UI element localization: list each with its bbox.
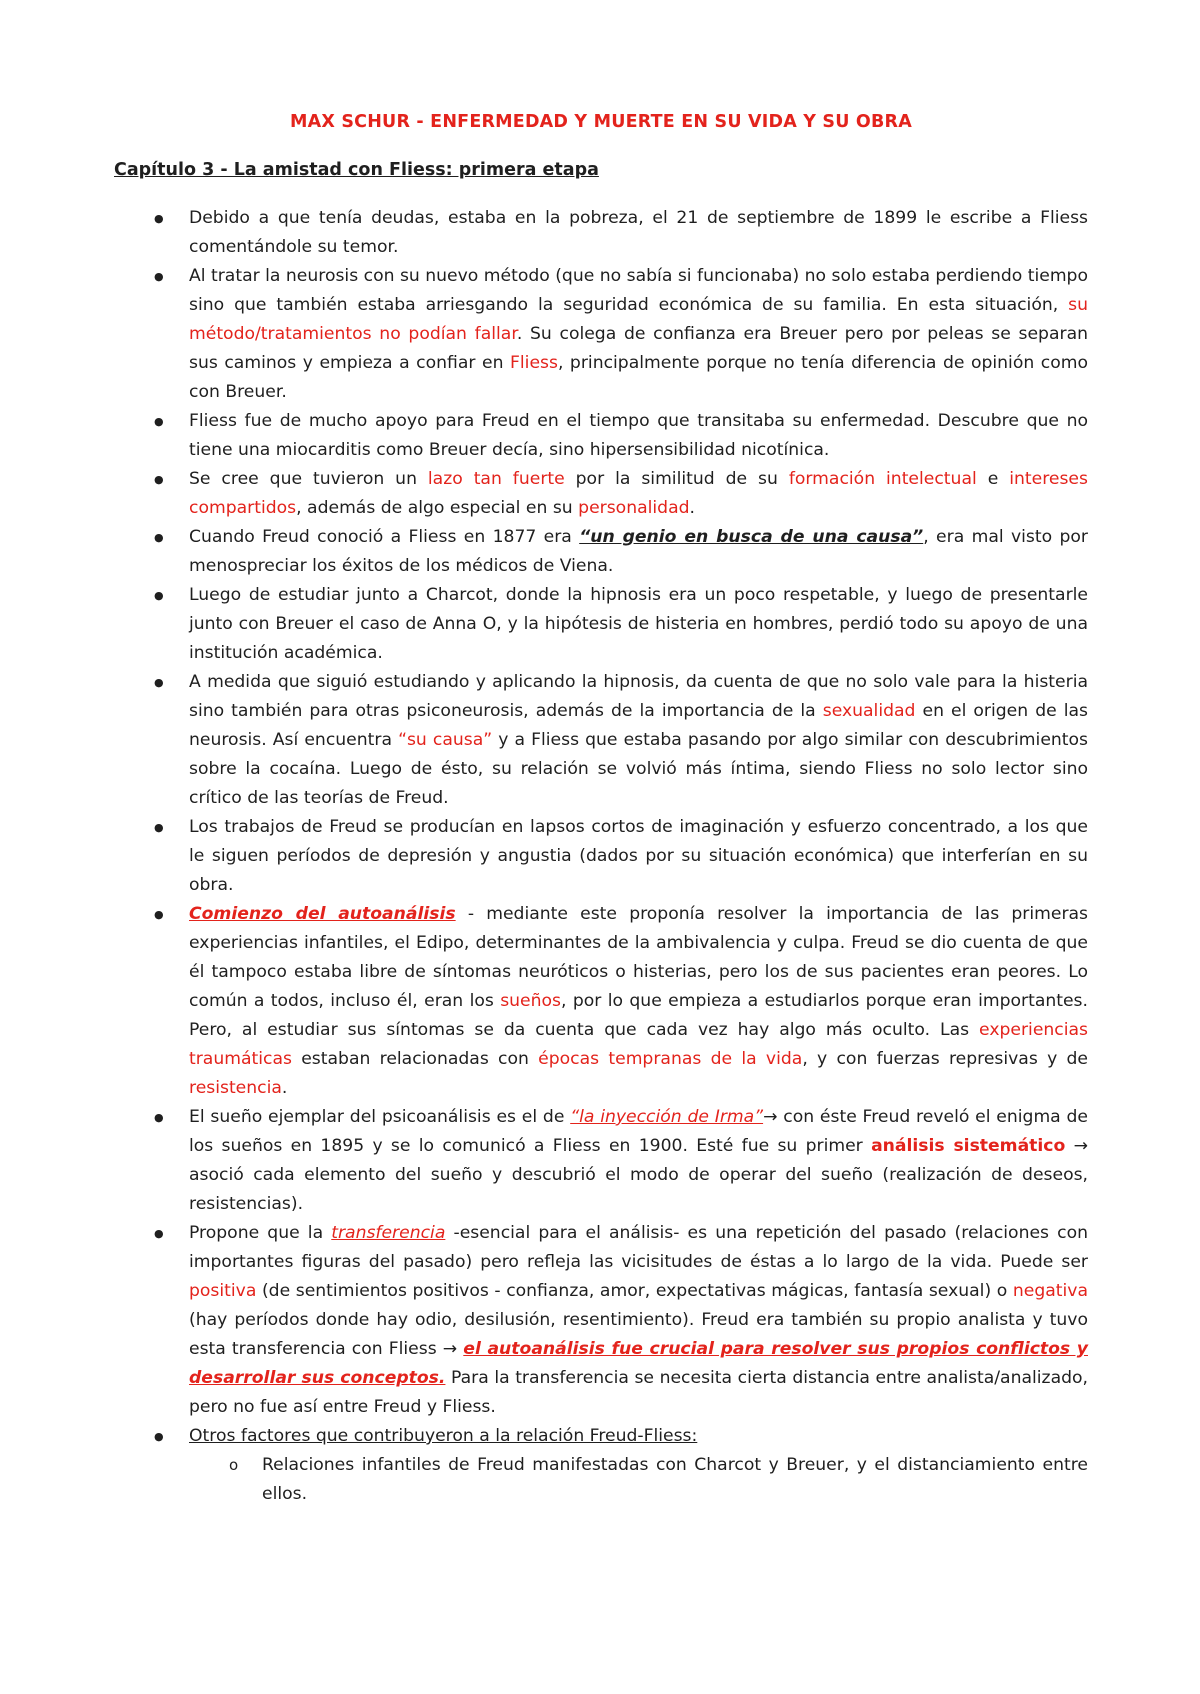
bullet-text: (hay períodos donde hay odio, desilusión, resentimiento). Freud era también su propio analista y tuvo esta transferencia con Fliess → bbox=[189, 1310, 1088, 1359]
highlighted-text: sueños bbox=[500, 991, 561, 1011]
bullet-item bbox=[114, 407, 1088, 465]
bullet-text: - mediante este proponía resolver la importancia de las primeras experiencias infantiles, el Edipo, determinantes de la ambivalencia y culpa. Freud se dio cuenta de que él tampoco estaba libre de síntomas neuróticos o histerias, pero los de sus pacientes eran peores. Lo común a todos, incluso él, eran los bbox=[189, 904, 1089, 1011]
sub-bullet-list bbox=[189, 1451, 1088, 1509]
highlighted-text: Comienzo del autoanálisis bbox=[189, 904, 456, 924]
chapter-heading: Capítulo 3 - La amistad con Fliess: primera etapa bbox=[114, 160, 599, 180]
bullet-item bbox=[114, 1219, 1088, 1422]
highlighted-text: “un genio en busca de una causa” bbox=[579, 527, 924, 547]
bullet-item bbox=[114, 1422, 1088, 1509]
highlighted-text: sexualidad bbox=[822, 701, 916, 721]
bullet-item bbox=[114, 813, 1088, 900]
bullet-item bbox=[114, 204, 1088, 262]
bullet-text: Fliess fue de mucho apoyo para Freud en el tiempo que transitaba su enfermedad. Descubre que no tiene una miocarditis como Breuer decía, sino hipersensibilidad nicotínica. bbox=[189, 411, 1088, 460]
bullet-text: → con éste Freud reveló el enigma de los sueños en 1895 y se lo comunicó a Fliess en 1900. Esté fue su primer bbox=[189, 1107, 1088, 1156]
bullet-text: Para la transferencia se necesita cierta distancia entre analista/analizado, pero no fue así entre Freud y Fliess. bbox=[189, 1368, 1088, 1417]
bullet-item bbox=[114, 262, 1088, 407]
highlighted-text: el autoanálisis fue crucial para resolver sus propios conflictos y desarrollar sus conceptos. bbox=[189, 1339, 1088, 1388]
highlighted-text: experiencias traumáticas bbox=[189, 1020, 1088, 1069]
highlighted-text: intereses compartidos bbox=[189, 469, 1088, 518]
bullet-text: por la similitud de su bbox=[564, 469, 789, 489]
highlighted-text: Fliess bbox=[510, 353, 558, 373]
highlighted-text: su método/tratamientos no podían fallar bbox=[189, 295, 1088, 344]
highlighted-text: lazo tan fuerte bbox=[427, 469, 565, 489]
bullet-text: Se cree que tuvieron un bbox=[189, 469, 428, 489]
bullet-text: Los trabajos de Freud se producían en lapsos cortos de imaginación y esfuerzo concentrado, a los que le siguen períodos de depresión y angustia (dados por su situación económica) que interferían en su obra. bbox=[189, 817, 1088, 895]
highlighted-text: análisis sistemático bbox=[871, 1136, 1066, 1156]
bullet-item bbox=[114, 1103, 1088, 1219]
bullet-text: (de sentimientos positivos - confianza, amor, expectativas mágicas, fantasía sexual) o bbox=[256, 1281, 1013, 1301]
highlighted-text: formación intelectual bbox=[788, 469, 977, 489]
bullet-text: , por lo que empieza a estudiarlos porque eran importantes. Pero, al estudiar sus síntomas se da cuenta que cada vez hay algo más oculto. Las bbox=[189, 991, 1088, 1040]
bullet-text: Al tratar la neurosis con su nuevo método (que no sabía si funcionaba) no solo estaba perdiendo tiempo sino que también estaba arriesgando la seguridad económica de su familia. En esta situación, bbox=[189, 266, 1088, 315]
bullet-text: e bbox=[976, 469, 1010, 489]
bullet-list bbox=[114, 204, 1088, 1509]
bullet-text: . bbox=[689, 498, 695, 518]
highlighted-text: resistencia bbox=[189, 1078, 282, 1098]
bullet-text: -esencial para el análisis- es una repetición del pasado (relaciones con importantes figuras del pasado) pero refleja las vicisitudes de éstas a lo largo de la vida. Puede ser bbox=[189, 1223, 1088, 1272]
highlighted-text: negativa bbox=[1012, 1281, 1088, 1301]
bullet-text: , era mal visto por menospreciar los éxitos de los médicos de Viena. bbox=[189, 527, 1088, 576]
highlighted-text: épocas tempranas de la vida bbox=[538, 1049, 803, 1069]
bullet-text: A medida que siguió estudiando y aplicando la hipnosis, da cuenta de que no solo vale para la histeria sino también para otras psiconeurosis, además de la importancia de la bbox=[189, 672, 1088, 721]
bullet-text: estaban relacionadas con bbox=[291, 1049, 539, 1069]
bullet-item bbox=[114, 581, 1088, 668]
bullet-text: . Su colega de confianza era Breuer pero por peleas se separan sus caminos y empieza a confiar en bbox=[189, 324, 1088, 373]
highlighted-text: positiva bbox=[189, 1281, 257, 1301]
bullet-text: en el origen de las neurosis. Así encuentra bbox=[189, 701, 1088, 750]
highlighted-text: “su causa” bbox=[398, 730, 493, 750]
sub-bullet-item: o Relaciones infantiles de Freud manifestadas con Charcot y Breuer, y el distanciamiento entre ellos. bbox=[189, 1451, 1088, 1509]
bullet-text: y a Fliess que estaba pasando por algo similar con descubrimientos sobre la cocaína. Luego de ésto, su relación se volvió más íntima, siendo Fliess no solo lector sino crítico de las teorías de Freud. bbox=[189, 730, 1088, 808]
bullet-item bbox=[114, 900, 1088, 1103]
highlighted-text: personalidad bbox=[578, 498, 690, 518]
bullet-text: , principalmente porque no tenía diferencia de opinión como con Breuer. bbox=[189, 353, 1089, 402]
bullet-text: , y con fuerzas represivas y de bbox=[802, 1049, 1088, 1069]
bullet-text: Debido a que tenía deudas, estaba en la pobreza, el 21 de septiembre de 1899 le escribe a Fliess comentándole su temor. bbox=[189, 208, 1088, 257]
bullet-item bbox=[114, 523, 1088, 581]
bullet-item bbox=[114, 465, 1088, 523]
highlighted-text: Otros factores que contribuyeron a la relación Freud-Fliess: bbox=[189, 1426, 698, 1446]
bullet-text: El sueño ejemplar del psicoanálisis es el de bbox=[189, 1107, 571, 1127]
bullet-text: . bbox=[281, 1078, 288, 1098]
bullet-text: → asoció cada elemento del sueño y descubrió el modo de operar del sueño (realización de deseos, resistencias). bbox=[189, 1136, 1089, 1214]
bullet-text: Cuando Freud conoció a Fliess en 1877 era bbox=[189, 527, 580, 547]
bullet-text: Luego de estudiar junto a Charcot, donde la hipnosis era un poco respetable, y luego de presentarle junto con Breuer el caso de Anna O, y la hipótesis de histeria en hombres, perdió todo su apoyo de una institución académica. bbox=[189, 585, 1088, 663]
bullet-item bbox=[114, 668, 1088, 813]
bullet-text: Propone que la bbox=[189, 1223, 332, 1243]
bullet-text: , además de algo especial en su bbox=[296, 498, 579, 518]
highlighted-text: transferencia bbox=[331, 1223, 446, 1243]
document-title: MAX SCHUR - ENFERMEDAD Y MUERTE EN SU VIDA Y SU OBRA bbox=[290, 112, 912, 132]
highlighted-text: “la inyección de Irma” bbox=[570, 1107, 764, 1127]
